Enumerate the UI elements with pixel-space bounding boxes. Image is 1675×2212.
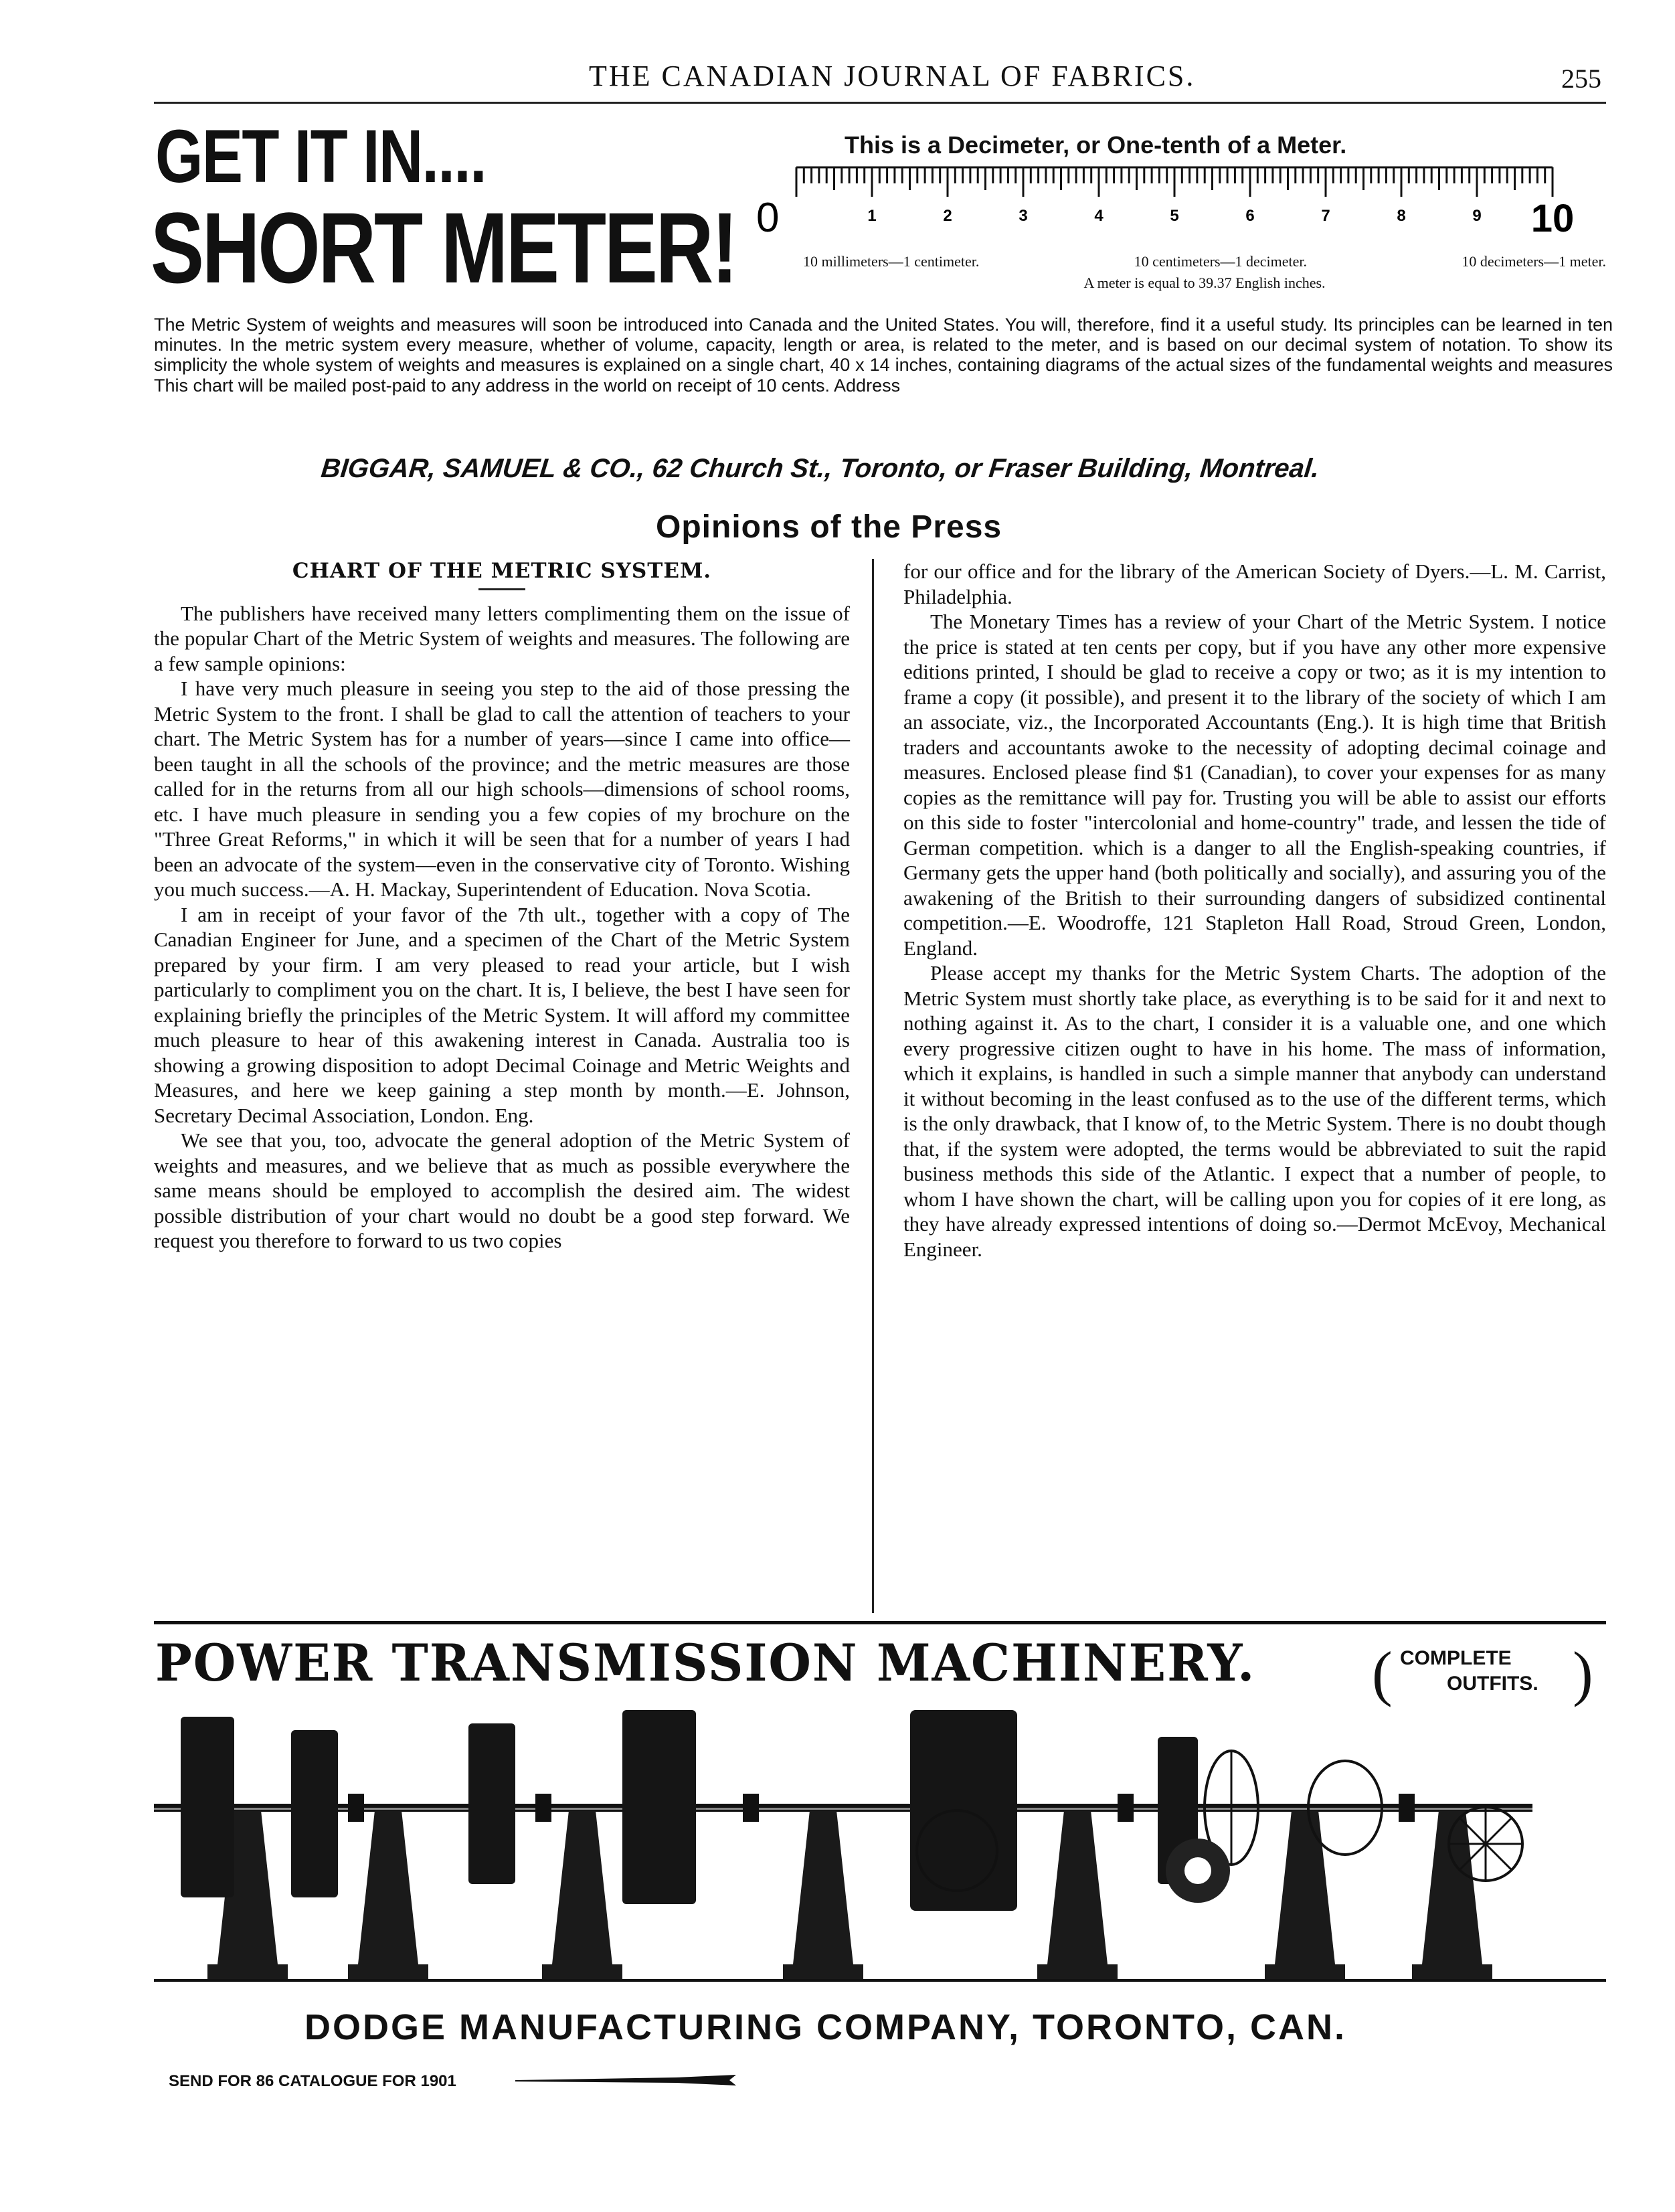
ruler-note: 10 centimeters—1 decimeter. (1134, 253, 1308, 270)
article-column-right (903, 559, 1606, 1262)
ruler-numbers (867, 197, 1574, 240)
article-paragraph: The Monetary Times has a review of your Chart of the Metric System. I notice the price is stated at ten cents per copy, but if you have any other more expensive editions printed, I should be glad to receive a copy or two; as it is my intention to frame a copy (it possible), and present it to the library of the society of which I am an associate, viz., the Incorporated Accountants (Eng.). It is high time that British traders and accountants awoke to the necessity of adopting decimal coinage and measures. Enclosed please find $1 (Canadian), to cover your expenses for as many copies as the remittance will pay for. Trusting you will be able to assist our efforts on this side to foster "intercolonial and home-country" trade, and lessen the tide of German competition. which is a danger to all the English-speaking countries, if Germany gets the upper hand (both politically and socially), and assuring you of the awakening of the British to their surrounding dangers of subsidized continental competition.—E. Woodroffe, 121 Stapleton Hall Road, Stroud Green, London, England. (903, 610, 1606, 960)
open-paren-glyph: ( (1372, 1639, 1393, 1707)
company-name: DODGE MANUFACTURING COMPANY, TORONTO, CAN. (304, 2007, 1347, 2047)
article-paragraph: We see that you, too, advocate the general adoption of the Metric System of weights and measures, and we believe that as much as possible everywhere the same means should be employed to accomplish the desired aim. The widest possible distribution of your chart would no doubt be a good step forward. We request you therefore to forward to us two copies (154, 1128, 850, 1252)
ruler-label: 10 (1530, 197, 1575, 240)
ruler-label: 2 (943, 207, 952, 225)
close-paren-glyph: ) (1573, 1639, 1593, 1707)
page-number: 255 (1561, 64, 1601, 94)
article-paragraph: I am in receipt of your favor of the 7th ult., together with a copy of The Canadian Engineer for June, and a specimen of the Chart of the Metric System prepared by your firm. I am very pleased to read your article, but I wish particularly to compliment you on the chart. It is, I believe, the best I have seen for explaining briefly the principles of the Metric System. It will afford my committee much pleasure to hear of this awakening interest in Canada. Australia too is showing a growing disposition to adopt Decimal Coinage and Metric Weights and Measures, and here we keep gaining a step month by month.—E. Johnson, Secretary Decimal Association, London. Eng. (154, 902, 850, 1127)
ad-address: BIGGAR, SAMUEL & CO., 62 Church St., Toronto, or Fraser Building, Montreal. (319, 454, 1321, 483)
ruler-label: 4 (1094, 207, 1104, 225)
article-column-left (154, 559, 850, 1254)
ruler-label: 7 (1321, 207, 1330, 225)
running-header (0, 52, 1675, 99)
ruler-label: 6 (1245, 207, 1255, 225)
ruler-label: 1 (867, 207, 877, 225)
ruler-label: 5 (1170, 207, 1179, 225)
ruler-ticks (796, 167, 1553, 197)
ad-headline-top: GET IT IN.... (155, 114, 487, 198)
journal-title: THE CANADIAN JOURNAL OF FABRICS. (589, 60, 1196, 92)
complete-outfits-badge (1372, 1639, 1599, 1707)
column-divider (872, 559, 874, 1613)
ruler-note: 10 millimeters—1 centimeter. (803, 253, 980, 270)
decimeter-ruler (756, 165, 1626, 245)
ad-body-text: The Metric System of weights and measures will soon be introduced into Canada and the United States. You will, therefore, find it a useful study. Its principles can be learned in ten minutes. In the metric system every measure, whether of volume, capacity, length or area, is related to the meter, and is based on our decimal system of notation. To show its simplicity the whole system of weights and measures is explained on a single chart, 40 x 14 inches, containing diagrams of the actual sizes of the fundamental weights and measures This chart will be mailed post-paid to any address in the world on receipt of 10 cents. Address (154, 315, 1613, 396)
ruler-note: 10 decimeters—1 meter. (1462, 253, 1606, 270)
badge-line: COMPLETE (1400, 1647, 1512, 1669)
badge-line: OUTFITS. (1447, 1673, 1538, 1695)
ad-headline-power: POWER TRANSMISSION MACHINERY. (155, 1633, 1256, 1693)
article-paragraph: for our office and for the library of the American Society of Dyers.—L. M. Carrist, Philadelphia. (903, 560, 1606, 608)
header-rule (154, 102, 1606, 104)
article-paragraph: The publishers have received many letters complimenting them on the issue of the popular Chart of the Metric System of weights and measures. The following are a few sample opinions: (154, 601, 850, 675)
article-title: CHART OF THE METRIC SYSTEM. (292, 559, 712, 583)
section-heading: Opinions of the Press (656, 509, 1002, 545)
pointing-arrow-icon (515, 2068, 736, 2088)
ruler-label: 0 (756, 195, 780, 241)
title-rule (478, 588, 525, 590)
ruler-label: 8 (1397, 207, 1406, 225)
ruler-notes (803, 253, 1606, 292)
article-paragraph: Please accept my thanks for the Metric System Charts. The adoption of the Metric System must shortly take place, as everything is to be said for it and next to nothing against it. As to the chart, I consider it is a valuable one, and one which every progressive citizen ought to have in his home. The mass of information, which it explains, is handled in such a simple manner that anybody can understand it without becoming in the least confused as to the use of the different terms, which is the only drawback, that I know of, to the Metric System. There is no doubt though that, if the system were adopted, the terms would be abbreviated to suit the rapid business methods this side of the Atlantic. I expect that a number of people, to whom I have shown the chart, will be calling upon you for copies of it ere long, as they have already expressed intentions of doing so.—Dermot McEvoy, Mechanical Engineer. (903, 961, 1606, 1261)
catalogue-note: SEND FOR 86 CATALOGUE FOR 1901 (169, 2072, 456, 2090)
ad-headline-main: SHORT METER! (151, 191, 736, 304)
ruler-note: A meter is equal to 39.37 English inches. (1083, 274, 1326, 291)
ruler-caption: This is a Decimeter, or One-tenth of a Meter. (845, 131, 1347, 159)
ruler-label: 9 (1472, 207, 1482, 225)
article-paragraph: I have very much pleasure in seeing you step to the aid of those pressing the Metric System to the front. I shall be glad to call the attention of teachers to your chart. The Metric System has for a number of years—since I came into office—been taught in all the schools of the province; and the metric measures are those called for in the returns from all our high schools—dimensions of school rooms, etc. I have much pleasure in sending you a few copies of my brochure on the "Three Great Reforms," in which it will be seen that for a number of years I had been an advocate of the system—even in the conservative city of Toronto. Wishing you much success.—A. H. Mackay, Superintendent of Education. Nova Scotia. (154, 677, 850, 901)
shafting-machinery-illustration (154, 1710, 1606, 1991)
section-rule (154, 1621, 1606, 1624)
ruler-label: 3 (1019, 207, 1028, 225)
